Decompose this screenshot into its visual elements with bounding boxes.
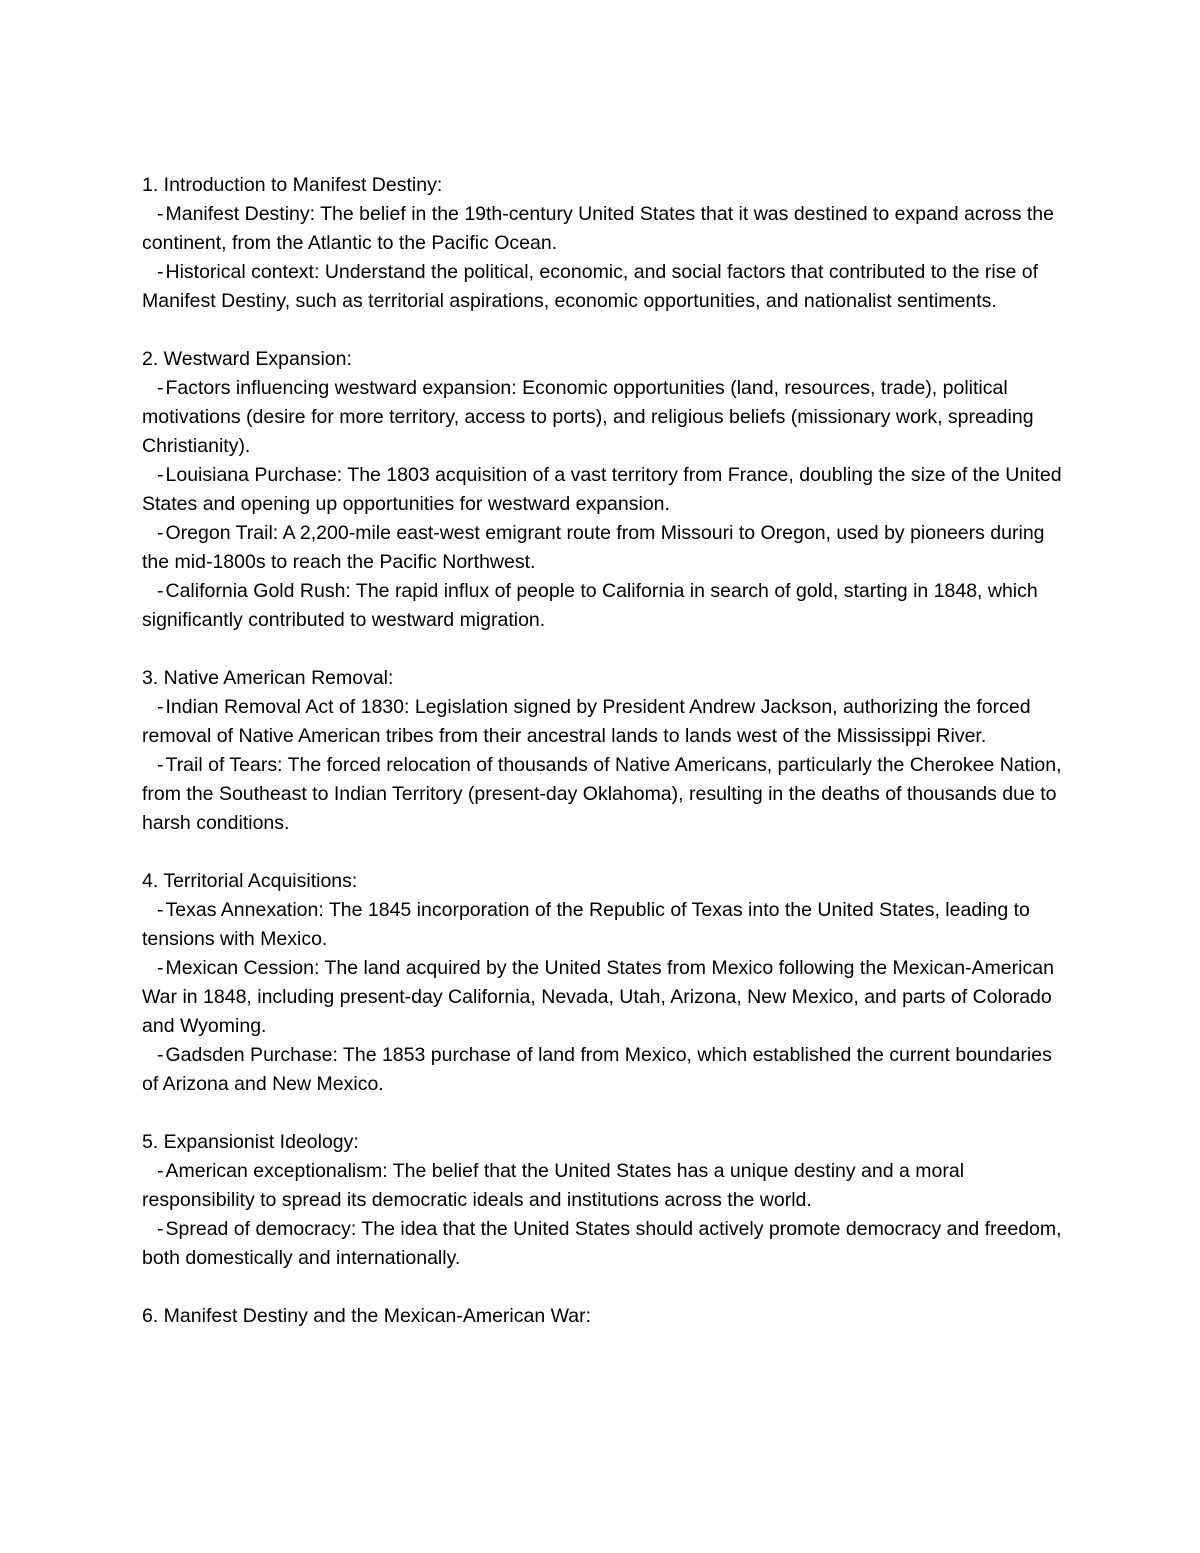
bullet-definition: Understand the political, economic, and social factors that contributed to the rise of Manifest Destiny, such as territorial aspirations, economic opportunities, and nationalist sentiments. <box>142 261 1039 312</box>
dash-marker: - <box>157 1160 164 1182</box>
bullet-term: Spread of democracy: <box>165 1218 357 1240</box>
section-heading: 3. Native American Removal: <box>142 667 394 689</box>
dash-marker: - <box>157 203 164 225</box>
bullet-definition: The idea that the United States should actively promote democracy and freedom, both domestically and internationally. <box>142 1218 1062 1269</box>
dash-marker: - <box>157 957 164 979</box>
bullet-item <box>142 258 1062 316</box>
section-introduction <box>142 171 1062 316</box>
section-heading: 2. Westward Expansion: <box>142 348 352 370</box>
bullet-item <box>142 1215 1062 1273</box>
dash-marker: - <box>157 580 164 602</box>
dash-marker: - <box>157 696 164 718</box>
dash-marker: - <box>157 377 164 399</box>
bullet-term: Texas Annexation: <box>165 899 324 921</box>
bullet-item <box>142 519 1062 577</box>
bullet-term: Trail of Tears: <box>165 754 283 776</box>
bullet-term: Indian Removal Act of 1830: <box>165 696 410 718</box>
bullet-definition: The 1803 acquisition of a vast territory from France, doubling the size of the United States and opening up opportunities for westward expansion. <box>142 464 1062 515</box>
bullet-term: Gadsden Purchase: <box>165 1044 338 1066</box>
section-territorial-acquisitions <box>142 867 1062 1099</box>
bullet-item <box>142 693 1062 751</box>
section-expansionist-ideology <box>142 1128 1062 1273</box>
bullet-term: Factors influencing westward expansion: <box>165 377 517 399</box>
bullet-definition: The rapid influx of people to California in search of gold, starting in 1848, which significantly contributed to westward migration. <box>142 580 1038 631</box>
bullet-definition: The belief that the United States has a unique destiny and a moral responsibility to spread its democratic ideals and institutions across the world. <box>142 1160 965 1211</box>
bullet-item <box>142 577 1062 635</box>
bullet-item <box>142 954 1062 1041</box>
section-heading: 6. Manifest Destiny and the Mexican-American War: <box>142 1305 592 1327</box>
bullet-term: Mexican Cession: <box>165 957 320 979</box>
bullet-item <box>142 461 1062 519</box>
bullet-term: Oregon Trail: <box>165 522 279 544</box>
bullet-definition: The forced relocation of thousands of Native Americans, particularly the Cherokee Nation, from the Southeast to Indian Territory (present-day Oklahoma), resulting in the deaths of thousands due to harsh conditions. <box>142 754 1062 834</box>
section-heading: 5. Expansionist Ideology: <box>142 1131 359 1153</box>
section-heading: 4. Territorial Acquisitions: <box>142 870 358 892</box>
section-mexican-american-war <box>142 1302 1062 1331</box>
document-page <box>142 171 1062 1360</box>
dash-marker: - <box>157 899 164 921</box>
dash-marker: - <box>157 464 164 486</box>
bullet-item <box>142 200 1062 258</box>
bullet-item <box>142 374 1062 461</box>
section-native-american-removal <box>142 664 1062 838</box>
bullet-definition: The 1853 purchase of land from Mexico, which established the current boundaries of Arizona and New Mexico. <box>142 1044 1052 1095</box>
bullet-definition: The belief in the 19th-century United States that it was destined to expand across the continent, from the Atlantic to the Pacific Ocean. <box>142 203 1054 254</box>
section-westward-expansion <box>142 345 1062 635</box>
bullet-definition: Economic opportunities (land, resources, trade), political motivations (desire for more territory, access to ports), and religious beliefs (missionary work, spreading Christianity). <box>142 377 1034 457</box>
bullet-item <box>142 896 1062 954</box>
bullet-term: Louisiana Purchase: <box>165 464 343 486</box>
bullet-item <box>142 751 1062 838</box>
section-heading: 1. Introduction to Manifest Destiny: <box>142 174 443 196</box>
bullet-term: Manifest Destiny: <box>165 203 316 225</box>
dash-marker: - <box>157 754 164 776</box>
bullet-definition: Legislation signed by President Andrew Jackson, authorizing the forced removal of Native American tribes from their ancestral lands to lands west of the Mississippi River. <box>142 696 1031 747</box>
bullet-term: American exceptionalism: <box>165 1160 388 1182</box>
bullet-definition: A 2,200-mile east-west emigrant route from Missouri to Oregon, used by pioneers during the mid-1800s to reach the Pacific Northwest. <box>142 522 1045 573</box>
dash-marker: - <box>157 261 164 283</box>
bullet-term: California Gold Rush: <box>165 580 351 602</box>
dash-marker: - <box>157 522 164 544</box>
dash-marker: - <box>157 1218 164 1240</box>
bullet-definition: The land acquired by the United States from Mexico following the Mexican-American War in 1848, including present-day California, Nevada, Utah, Arizona, New Mexico, and parts of Colorado and Wyoming. <box>142 957 1054 1037</box>
bullet-term: Historical context: <box>165 261 320 283</box>
bullet-item <box>142 1041 1062 1099</box>
dash-marker: - <box>157 1044 164 1066</box>
bullet-definition: The 1845 incorporation of the Republic of Texas into the United States, leading to tensions with Mexico. <box>142 899 1030 950</box>
bullet-item <box>142 1157 1062 1215</box>
